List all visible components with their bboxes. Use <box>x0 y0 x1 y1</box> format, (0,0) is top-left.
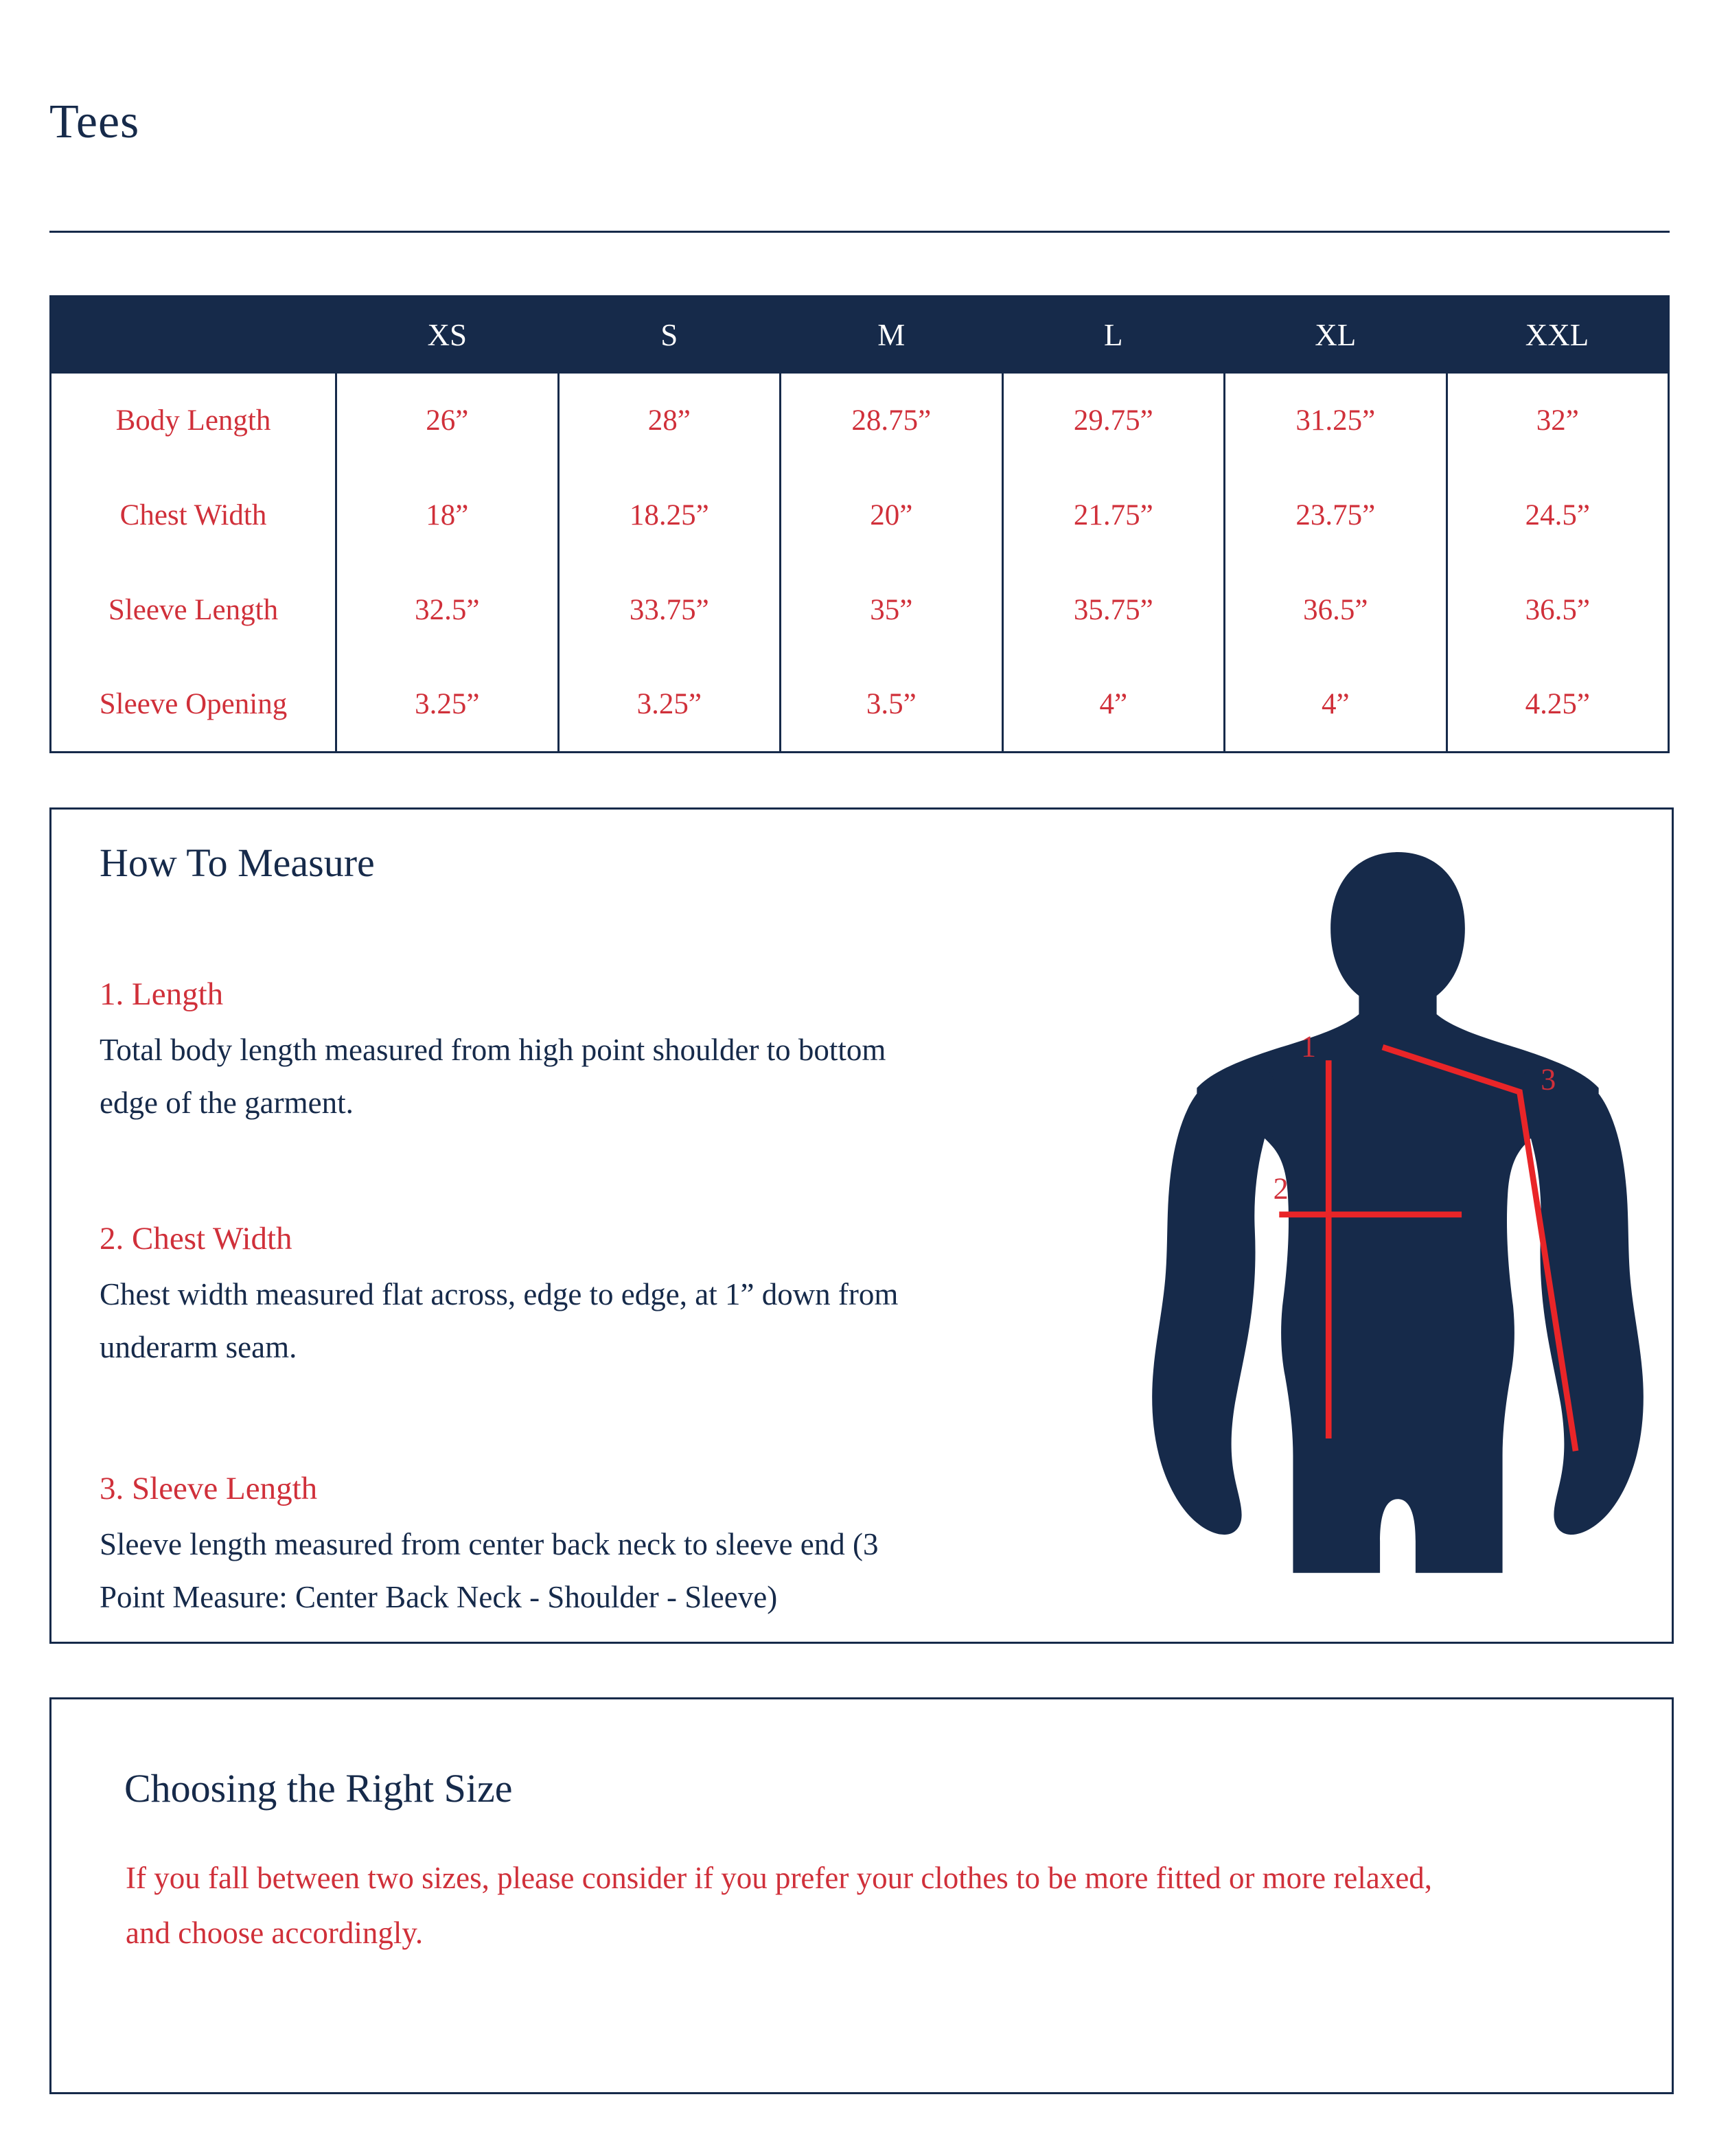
body-silhouette-illustration <box>1138 848 1658 1573</box>
size-value: 35” <box>781 563 1003 658</box>
size-value: 36.5” <box>1225 563 1447 658</box>
column-header-s: S <box>660 318 678 353</box>
size-value: 28.75” <box>781 374 1003 468</box>
size-value: 4” <box>1002 658 1225 753</box>
column-header-xs: XS <box>427 318 468 353</box>
size-value: 32” <box>1447 374 1669 468</box>
column-header-xxl: XXL <box>1525 318 1589 353</box>
size-table <box>49 295 1670 753</box>
diagram-label-1: 1 <box>1300 1029 1317 1064</box>
choosing-size-heading: Choosing the Right Size <box>124 1766 513 1811</box>
measure-section-description: Sleeve length measured from center back neck to sleeve end (3 Point Measure: Center Back Neck - Shoulder - Sleeve) <box>100 1527 879 1615</box>
row-label: Sleeve Opening <box>99 688 288 721</box>
how-to-measure-panel <box>49 807 1674 1644</box>
size-value: 23.75” <box>1225 468 1447 563</box>
size-value: 28” <box>558 374 781 468</box>
choosing-size-body: If you fall between two sizes, please consider if you prefer your clothes to be more fitted or more relaxed, and choose accordingly. <box>126 1861 1433 1951</box>
size-value: 3.25” <box>558 658 781 753</box>
measure-section-chest-width <box>100 1220 930 1375</box>
column-header-l: L <box>1104 318 1123 353</box>
diagram-label-3: 3 <box>1541 1062 1556 1097</box>
size-value: 4” <box>1225 658 1447 753</box>
measure-section-length <box>100 976 930 1130</box>
silhouette-right-arm <box>1521 1065 1643 1535</box>
size-value: 31.25” <box>1225 374 1447 468</box>
size-value: 21.75” <box>1002 468 1225 563</box>
size-value: 35.75” <box>1002 563 1225 658</box>
size-value: 3.25” <box>336 658 559 753</box>
body-silhouette-svg <box>1138 848 1658 1573</box>
size-value: 32.5” <box>336 563 559 658</box>
size-value: 18.25” <box>558 468 781 563</box>
size-value: 36.5” <box>1447 563 1669 658</box>
size-table-header-row <box>51 297 1669 374</box>
choosing-size-panel <box>49 1697 1674 2094</box>
measure-section-title: 3. Sleeve Length <box>100 1471 318 1506</box>
size-value: 3.5” <box>781 658 1003 753</box>
row-label: Chest Width <box>119 499 267 531</box>
measure-section-title: 2. Chest Width <box>100 1221 292 1257</box>
size-value: 33.75” <box>558 563 781 658</box>
row-label: Sleeve Length <box>108 594 279 626</box>
size-value: 18” <box>336 468 559 563</box>
size-value: 4.25” <box>1447 658 1669 753</box>
table-row-sleeve-opening <box>51 658 1669 753</box>
size-value: 24.5” <box>1447 468 1669 563</box>
page-title: Tees <box>49 95 140 148</box>
title-divider <box>49 231 1670 233</box>
table-corner-cell <box>51 297 336 374</box>
column-header-m: M <box>877 318 906 353</box>
column-header-xl: XL <box>1315 318 1357 353</box>
measure-section-description: Chest width measured flat across, edge to edge, at 1” down from underarm seam. <box>100 1277 899 1365</box>
measure-section-description: Total body length measured from high point shoulder to bottom edge of the garment. <box>100 1033 886 1121</box>
table-row-chest-width <box>51 468 1669 563</box>
size-value: 29.75” <box>1002 374 1225 468</box>
measure-section-sleeve-length <box>100 1470 930 1625</box>
table-row-sleeve-length <box>51 563 1669 658</box>
measure-section-title: 1. Length <box>100 976 224 1012</box>
how-to-measure-heading: How To Measure <box>100 840 375 885</box>
row-label: Body Length <box>115 404 271 437</box>
silhouette-left-arm <box>1152 1065 1274 1535</box>
diagram-label-2: 2 <box>1273 1171 1289 1206</box>
size-value: 20” <box>781 468 1003 563</box>
size-value: 26” <box>336 374 559 468</box>
table-row-body-length <box>51 374 1669 468</box>
